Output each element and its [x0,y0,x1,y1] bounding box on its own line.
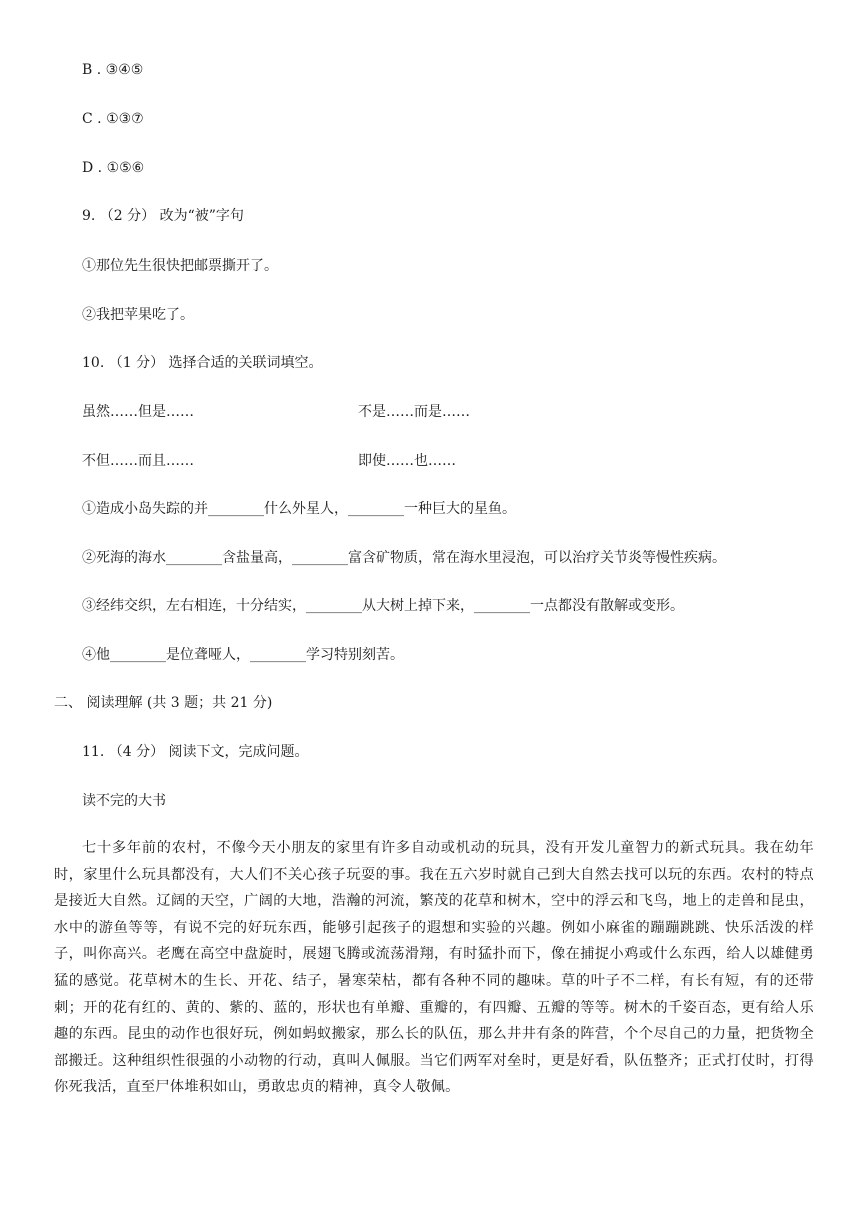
question-10-sentence-3: ③经纬交织，左右相连，十分结实，________从大树上掉下来，________一点都没有散解或变形。 [82,598,684,614]
question-10-sentence-1: ①造成小岛失踪的并________什么外星人，________一种巨大的星鱼。 [82,501,516,517]
question-9-item-2: ②我把苹果吃了。 [82,307,194,323]
conjunction-pair-2: 不是……而是…… [358,404,470,420]
conjunction-pair-3: 不但……而且…… [82,453,194,469]
question-9-item-1: ①那位先生很快把邮票撕开了。 [82,258,278,274]
conjunction-pair-4: 即使……也…… [358,453,456,469]
question-10-header: 10. （1 分） 选择合适的关联词填空。 [82,355,323,371]
question-9-header: 9. （2 分） 改为“被”字句 [82,208,244,224]
option-c: C . ①③⑦ [82,111,144,127]
conjunction-pair-1: 虽然……但是…… [82,404,194,420]
question-10-sentence-4: ④他________是位聋哑人，________学习特别刻苦。 [82,647,404,663]
question-11-header: 11. （4 分） 阅读下文，完成问题。 [82,744,309,760]
option-d: D . ①⑤⑥ [82,160,145,176]
option-b: B . ③④⑤ [82,62,144,78]
passage-paragraph: 七十多年前的农村，不像今天小朋友的家里有许多自动或机动的玩具，没有开发儿童智力的新式玩具。我在幼年时，家里什么玩具都没有，大人们不关心孩子玩耍的事。我在五六岁时就自己到大自然去找可以玩的东西。农村的特点是接近大自然。辽阔的天空，广阔的大地，浩瀚的河流，繁茂的花草和树木，空中的浮云和飞鸟，地上的走兽和昆虫，水中的游鱼等等，有说不完的好玩东西，能够引起孩子的遐想和实验的兴趣。例如小麻雀的蹦蹦跳跳、快乐活泼的样子，叫你高兴。老鹰在高空中盘旋时，展翅飞腾或流荡滑翔，有时猛扑而下，像在捕捉小鸡或什么东西，给人以雄健勇猛的感觉。花草树木的生长、开花、结子，暑寒荣枯，都有各种不同的趣味。草的叶子不二样，有长有短，有的还带刺；开的花有红的、黄的、紫的、蓝的，形状也有单瓣、重瓣的，有四瓣、五瓣的等等。树木的千姿百态，更有给人乐趣的东西。昆虫的动作也很好玩，例如蚂蚁搬家，那么长的队伍，那么井井有条的阵营，个个尽自己的力量，把货物全部搬迁。这种组织性很强的小动物的行动，真叫人佩服。当它们两军对垒时，更是好看，队伍整齐；正式打仗时，打得你死我活，直至尸体堆积如山，勇敢忠贞的精神，真令人敬佩。 [54,840,814,1096]
passage-title: 读不完的大书 [82,793,166,809]
section-2-header: 二、 阅读理解 (共 3 题；共 21 分) [54,695,273,711]
question-10-sentence-2: ②死海的海水________含盐量高，________富含矿物质，常在海水里浸泡，可以治疗关节炎等慢性疾病。 [82,550,726,566]
